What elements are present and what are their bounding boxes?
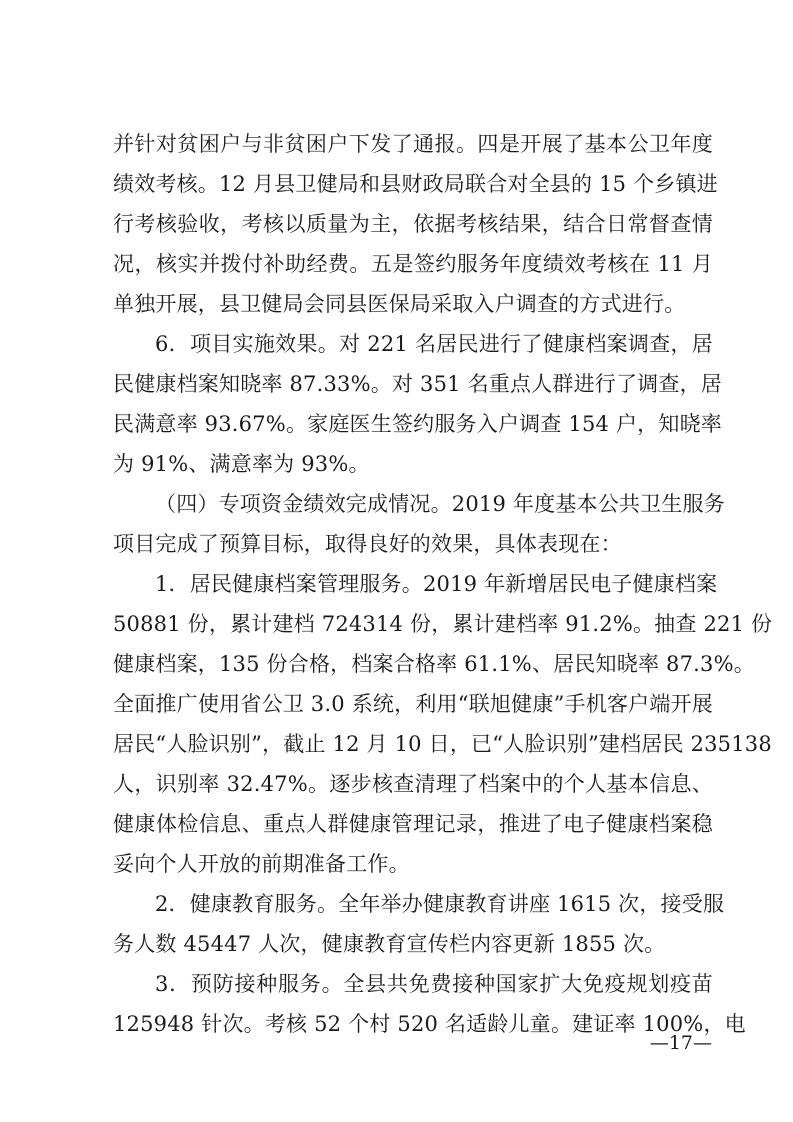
body-text-line: 居民“人脸识别”，截止 12 月 10 日，已“人脸识别”建档居民 235138 — [113, 732, 772, 756]
body-text-line: 为 91%、满意率为 93%。 — [113, 452, 370, 476]
body-text-line: 民健康档案知晓率 87.33%。对 351 名重点人群进行了调查，居 — [113, 372, 722, 396]
body-text-line: 125948 针次。考核 52 个村 520 名适龄儿童。建证率 100%，电 — [113, 1012, 746, 1036]
body-text-line: 妥向个人开放的前期准备工作。 — [113, 852, 410, 876]
body-text-line: 50881 份，累计建档 724314 份，累计建档率 91.2%。抽查 221 份 — [113, 612, 773, 636]
body-text-line: 1．居民健康档案管理服务。2019 年新增居民电子健康档案 — [155, 572, 718, 596]
body-text-line: 行考核验收，考核以质量为主，依据考核结果，结合日常督查情 — [113, 212, 713, 236]
body-text-line: 并针对贫困户与非贫困户下发了通报。四是开展了基本公卫年度 — [113, 132, 713, 156]
body-text-line: 单独开展，县卫健局会同县医保局采取入户调查的方式进行。 — [113, 292, 686, 316]
body-text-line: 项目完成了预算目标，取得良好的效果，具体表现在： — [113, 532, 622, 556]
body-text-line: 6．项目实施效果。对 221 名居民进行了健康档案调查，居 — [155, 332, 713, 356]
body-text-line: 2．健康教育服务。全年举办健康教育讲座 1615 次，接受服 — [155, 892, 725, 916]
body-text-line: 健康档案，135 份合格，档案合格率 61.1%、居民知晓率 87.3%。 — [113, 652, 755, 676]
body-text-line: 绩效考核。12 月县卫健局和县财政局联合对全县的 15 个乡镇进 — [113, 172, 718, 196]
body-text-line: 3．预防接种服务。全县共免费接种国家扩大免疫规划疫苗 — [155, 972, 713, 996]
body-text-line: 况，核实并拨付补助经费。五是签约服务年度绩效考核在 11 月 — [113, 252, 713, 276]
body-text-line: 人，识别率 32.47%。逐步核查清理了档案中的个人基本信息、 — [113, 772, 713, 796]
body-text-line: 全面推广使用省公卫 3.0 系统，利用“联旭健康”手机客户端开展 — [113, 692, 713, 716]
section-heading-line: （四）专项资金绩效完成情况。2019 年度基本公共卫生服务 — [155, 492, 725, 516]
body-text-line: 务人数 45447 人次，健康教育宣传栏内容更新 1855 次。 — [113, 932, 666, 956]
body-text-line: 民满意率 93.67%。家庭医生签约服务入户调查 154 户，知晓率 — [113, 412, 722, 436]
body-text-line: 健康体检信息、重点人群健康管理记录，推进了电子健康档案稳 — [113, 812, 713, 836]
page-number: —17— — [649, 1032, 712, 1054]
